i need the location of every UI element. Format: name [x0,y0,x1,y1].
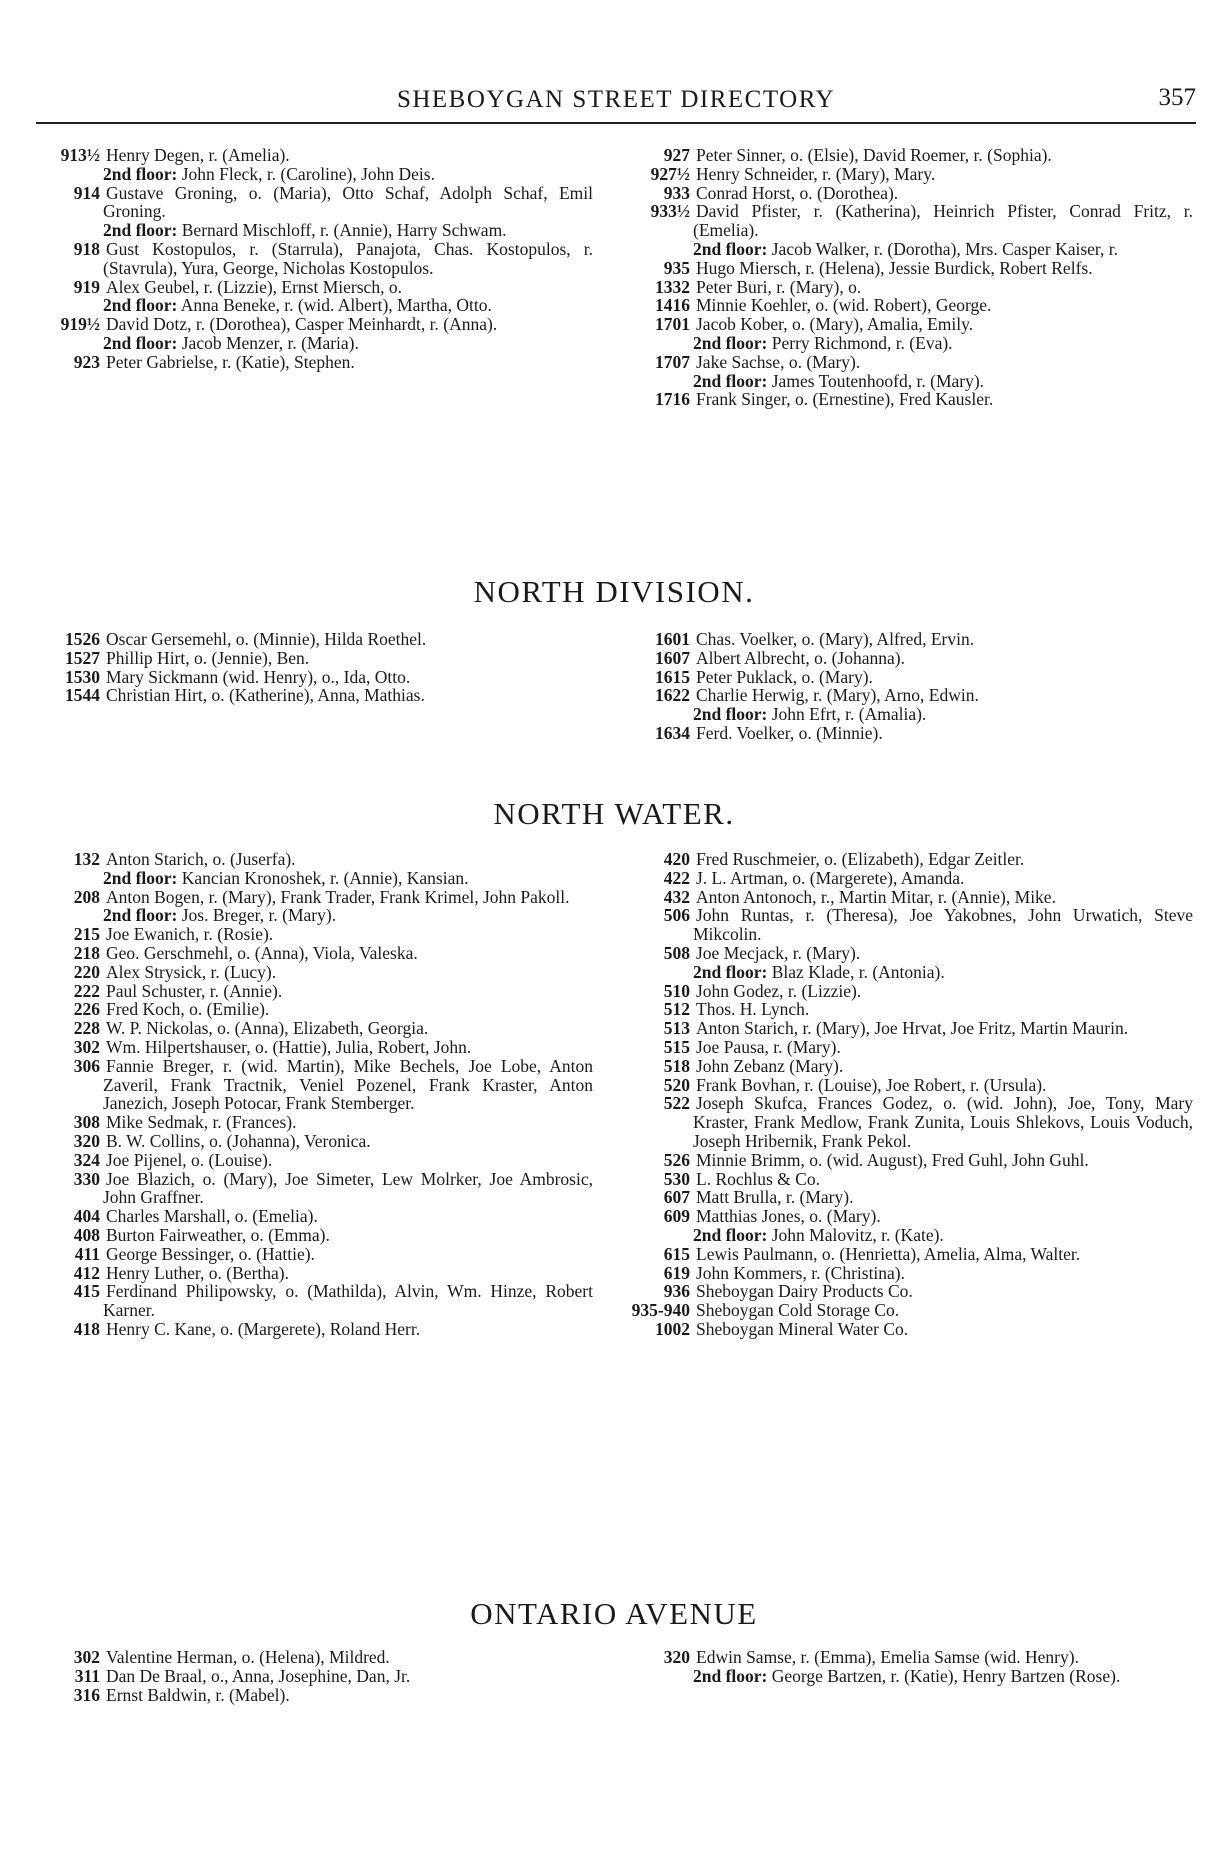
house-number: 302 [73,1036,100,1057]
resident-names: John Fleck, r. (Caroline), John Deis. [181,163,435,184]
directory-entry [628,165,1193,184]
directory-entry [38,982,593,1001]
floor-label: 2nd floor: [693,238,768,259]
resident-names: Alex Strysick, r. (Lucy). [106,961,277,982]
house-number: 927 [663,145,690,165]
resident-names: Minnie Brimm, o. (wid. August), Fred Guhl, John Guhl. [696,1149,1089,1170]
directory-entry [628,1170,1193,1189]
house-number: 1701 [655,314,690,335]
house-number: 918 [73,238,100,259]
house-number: 607 [663,1187,690,1208]
house-number: 420 [663,849,690,869]
directory-entry [38,850,593,869]
resident-names: Frank Singer, o. (Ernestine), Fred Kausler. [696,389,994,410]
directory-entry [628,202,1193,240]
resident-names: Joe Ewanich, r. (Rosie). [106,924,274,945]
resident-names: Frank Bovhan, r. (Louise), Joe Robert, r. (Ursula). [696,1074,1047,1095]
house-number: 1601 [655,629,690,649]
house-number: 936 [663,1281,690,1302]
directory-entry [628,1245,1193,1264]
directory-entry [628,649,1193,668]
north-water-right-column [628,850,1193,1339]
directory-entry [628,1301,1193,1320]
resident-names: John Kommers, r. (Christina). [696,1262,906,1283]
resident-names: Henry C. Kane, o. (Margerete), Roland Herr. [106,1318,421,1339]
resident-names: Jacob Kober, o. (Mary), Amalia, Emily. [696,314,974,335]
house-number: 320 [663,1647,690,1667]
directory-entry [38,1019,593,1038]
house-number: 615 [663,1243,690,1264]
resident-names: Christian Hirt, o. (Katherine), Anna, Mathias. [106,685,425,706]
directory-entry [38,1113,593,1132]
floor-label: 2nd floor: [103,905,178,926]
house-number: 412 [73,1262,100,1283]
house-number: 411 [74,1243,100,1264]
resident-names: Gust Kostopulos, r. (Starrula), Panajota, Chas. Kostopulos, r. (Stavrula), Yura, George, Nicholas Kostopulos. [103,238,593,278]
directory-entry [628,724,1193,743]
directory-entry [628,1151,1193,1170]
directory-entry [38,1000,593,1019]
directory-entry [628,1019,1193,1038]
second-floor-entry [38,296,593,315]
house-number: 619 [663,1262,690,1283]
house-number: 306 [73,1055,100,1076]
directory-entry [628,630,1193,649]
directory-entry [628,353,1193,372]
directory-entry [38,1282,593,1320]
directory-entry [628,869,1193,888]
floor-label: 2nd floor: [693,961,768,982]
house-number: 530 [663,1168,690,1189]
resident-names: Mike Sedmak, r. (Frances). [106,1112,297,1133]
floor-label: 2nd floor: [693,370,768,391]
house-number: 404 [73,1206,100,1227]
second-floor-entry [38,906,593,925]
directory-entry [38,1170,593,1208]
resident-names: Peter Sinner, o. (Elsie), David Roemer, r. (Sophia). [696,145,1052,165]
house-number: 215 [73,924,100,945]
resident-names: John Malovitz, r. (Kate). [771,1224,944,1245]
house-number: 302 [73,1647,100,1667]
resident-names: L. Rochlus & Co. [696,1168,820,1189]
resident-names: Wm. Hilpertshauser, o. (Hattie), Julia, Robert, John. [106,1036,472,1057]
directory-entry [628,686,1193,705]
directory-entry [38,1057,593,1113]
resident-names: B. W. Collins, o. (Johanna), Veronica. [106,1130,371,1151]
directory-entry [628,1264,1193,1283]
floor-label: 2nd floor: [103,332,178,353]
resident-names: Fannie Breger, r. (wid. Martin), Mike Bechels, Joe Lobe, Anton Zaveril, Frank Tractnik, Veniel Pozenel, Frank Kraster, Anton Janezich, Joseph Potocar, Frank Stemberger. [103,1055,593,1114]
house-number: 408 [73,1224,100,1245]
directory-entry [628,259,1193,278]
directory-entry [628,1188,1193,1207]
resident-names: Anton Starich, o. (Juserfa). [106,849,296,869]
house-number: 935 [663,257,690,278]
house-number: 1526 [65,629,100,649]
resident-names: David Pfister, r. (Katherina), Heinrich Pfister, Conrad Fritz, r. (Emelia). [693,201,1193,241]
resident-names: Paul Schuster, r. (Annie). [106,980,283,1001]
resident-names: Mary Sickmann (wid. Henry), o., Ida, Otto. [106,666,411,687]
resident-names: John Godez, r. (Lizzie). [696,980,862,1001]
directory-entry [38,1207,593,1226]
directory-entry [628,1038,1193,1057]
resident-names: Anton Starich, r. (Mary), Joe Hrvat, Joe Fritz, Martin Maurin. [696,1018,1129,1039]
directory-entry [38,240,593,278]
house-number: 919½ [60,314,100,335]
house-number: 1634 [655,722,690,743]
resident-names: Charles Marshall, o. (Emelia). [106,1206,318,1227]
directory-entry [38,146,593,165]
north-division-right-column [628,630,1193,743]
resident-names: Kancian Kronoshek, r. (Annie), Kansian. [181,867,469,888]
house-number: 1707 [655,351,690,372]
resident-names: Minnie Koehler, o. (wid. Robert), George. [696,295,992,316]
house-number: 222 [73,980,100,1001]
resident-names: Fred Koch, o. (Emilie). [106,999,270,1020]
resident-names: Jacob Menzer, r. (Maria). [181,332,359,353]
resident-names: Anton Antonoch, r., Martin Mitar, r. (Annie), Mike. [696,886,1056,907]
directory-entry [38,668,593,687]
house-number: 520 [663,1074,690,1095]
directory-entry [628,982,1193,1001]
house-number: 228 [73,1018,100,1039]
house-number: 1530 [65,666,100,687]
resident-names: Peter Gabrielse, r. (Katie), Stephen. [106,351,355,372]
floor-label: 2nd floor: [103,295,178,316]
directory-entry [628,1207,1193,1226]
north-water-left-column [38,850,593,1339]
directory-entry [628,944,1193,963]
house-number: 316 [73,1684,100,1705]
house-number: 513 [663,1018,690,1039]
directory-entry [38,686,593,705]
house-number: 422 [663,867,690,888]
second-floor-entry [38,221,593,240]
resident-names: George Bartzen, r. (Katie), Henry Bartzen (Rose). [771,1665,1121,1686]
resident-names: Henry Degen, r. (Amelia). [106,145,290,165]
directory-entry [38,1264,593,1283]
resident-names: Valentine Herman, o. (Helena), Mildred. [106,1647,390,1667]
running-title: SHEBOYGAN STREET DIRECTORY [396,86,836,113]
house-number: 1332 [655,276,690,297]
floor-label: 2nd floor: [693,1665,768,1686]
directory-entry [628,668,1193,687]
directory-entry [38,315,593,334]
directory-entry [38,888,593,907]
resident-names: Phillip Hirt, o. (Jennie), Ben. [106,647,310,668]
house-number: 220 [73,961,100,982]
floor-label: 2nd floor: [693,704,768,725]
second-floor-entry [38,334,593,353]
directory-entry [628,146,1193,165]
section-heading-north-water: NORTH WATER. [493,796,735,831]
house-number: 933 [663,182,690,203]
floor-label: 2nd floor: [693,332,768,353]
resident-names: Joe Mecjack, r. (Mary). [696,942,861,963]
house-number: 311 [74,1665,100,1686]
resident-names: Ernst Baldwin, r. (Mabel). [106,1684,290,1705]
floor-label: 2nd floor: [103,163,178,184]
directory-entry [38,630,593,649]
resident-names: Henry Schneider, r. (Mary), Mary. [696,163,936,184]
floor-label: 2nd floor: [103,220,178,241]
house-number: 208 [73,886,100,907]
directory-entry [38,944,593,963]
house-number: 418 [73,1318,100,1339]
directory-entry [38,1667,593,1686]
house-number: 919 [73,276,100,297]
house-number: 1615 [655,666,690,687]
resident-names: Conrad Horst, o. (Dorothea). [696,182,899,203]
directory-entry [628,278,1193,297]
section-heading-ontario-avenue: ONTARIO AVENUE [470,1596,758,1631]
house-number: 226 [73,999,100,1020]
house-number: 1716 [655,389,690,410]
resident-names: Anton Bogen, r. (Mary), Frank Trader, Frank Krimel, John Pakoll. [106,886,570,907]
resident-names: Matt Brulla, r. (Mary). [696,1187,854,1208]
house-number: 1622 [655,685,690,706]
house-number: 320 [73,1130,100,1151]
page-number: 357 [1158,84,1196,111]
resident-names: Jake Sachse, o. (Mary). [696,351,861,372]
floor-label: 2nd floor: [693,1224,768,1245]
resident-names: George Bessinger, o. (Hattie). [106,1243,315,1264]
directory-entry [628,888,1193,907]
directory-entry [38,1226,593,1245]
directory-entry [38,1132,593,1151]
resident-names: Gustave Groning, o. (Maria), Otto Schaf, Adolph Schaf, Emil Groning. [103,182,593,222]
directory-entry [38,925,593,944]
resident-names: Fred Ruschmeier, o. (Elizabeth), Edgar Zeitler. [696,849,1025,869]
directory-entry [38,649,593,668]
house-number: 415 [73,1281,100,1302]
directory-entry [628,850,1193,869]
second-floor-entry [628,705,1193,724]
resident-names: Chas. Voelker, o. (Mary), Alfred, Ervin. [696,629,975,649]
house-number: 1002 [655,1318,690,1339]
section-heading-north-division: NORTH DIVISION. [473,574,755,609]
house-number: 933½ [650,201,690,222]
resident-names: Ferdinand Philipowsky, o. (Mathilda), Alvin, Wm. Hinze, Robert Karner. [103,1281,593,1321]
top-left-column [38,146,593,372]
resident-names: John Runtas, r. (Theresa), Joe Yakobnes, John Urwatich, Steve Mikcolin. [693,905,1193,945]
directory-entry [628,1320,1193,1339]
directory-entry [628,315,1193,334]
second-floor-entry [628,963,1193,982]
house-number: 506 [663,905,690,926]
resident-names: John Zebanz (Mary). [696,1055,844,1076]
directory-entry [38,963,593,982]
house-number: 1607 [655,647,690,668]
house-number: 218 [73,942,100,963]
resident-names: Burton Fairweather, o. (Emma). [106,1224,330,1245]
resident-names: Blaz Klade, r. (Antonia). [771,961,945,982]
directory-entry [628,1000,1193,1019]
directory-entry [38,353,593,372]
directory-entry [628,1648,1193,1667]
resident-names: John Efrt, r. (Amalia). [771,704,927,725]
resident-names: Charlie Herwig, r. (Mary), Arno, Edwin. [696,685,979,706]
resident-names: Joe Pausa, r. (Mary). [696,1036,841,1057]
resident-names: Thos. H. Lynch. [696,999,810,1020]
resident-names: Joe Pijenel, o. (Louise). [106,1149,273,1170]
second-floor-entry [628,1667,1193,1686]
house-number: 913½ [60,145,100,165]
resident-names: Peter Buri, r. (Mary), o. [696,276,862,297]
house-number: 1416 [655,295,690,316]
resident-names: Jos. Breger, r. (Mary). [181,905,337,926]
resident-names: Jacob Walker, r. (Dorotha), Mrs. Casper Kaiser, r. [771,238,1119,259]
resident-names: Anna Beneke, r. (wid. Albert), Martha, Otto. [180,295,492,316]
house-number: 508 [663,942,690,963]
house-number: 923 [73,351,100,372]
resident-names: Henry Luther, o. (Bertha). [106,1262,289,1283]
house-number: 927½ [650,163,690,184]
resident-names: Perry Richmond, r. (Eva). [771,332,953,353]
directory-entry [38,1686,593,1705]
directory-entry [628,296,1193,315]
directory-entry [628,1282,1193,1301]
directory-entry [628,1057,1193,1076]
north-division-left-column [38,630,593,705]
resident-names: James Toutenhoofd, r. (Mary). [771,370,985,391]
resident-names: Joseph Skufca, Frances Godez, o. (wid. John), Joe, Tony, Mary Kraster, Frank Medlow, Frank Zunita, Louis Shlekovs, Louis Voduch, Joseph Hribernik, Frank Pekol. [693,1093,1193,1151]
directory-entry [38,1648,593,1667]
page-header [36,82,1196,124]
house-number: 324 [73,1149,100,1170]
house-number: 330 [73,1168,100,1189]
resident-names: Alex Geubel, r. (Lizzie), Ernst Miersch, o. [106,276,402,297]
second-floor-entry [38,165,593,184]
resident-names: Ferd. Voelker, o. (Minnie). [696,722,883,743]
directory-entry [628,390,1193,409]
floor-label: 2nd floor: [103,867,178,888]
directory-entry [38,1245,593,1264]
top-right-column [628,146,1193,409]
resident-names: Lewis Paulmann, o. (Henrietta), Amelia, Alma, Walter. [696,1243,1081,1264]
directory-entry [38,184,593,222]
house-number: 609 [663,1206,690,1227]
directory-entry [38,1151,593,1170]
house-number: 1527 [65,647,100,668]
house-number: 132 [73,849,100,869]
resident-names: Oscar Gersemehl, o. (Minnie), Hilda Roethel. [106,629,427,649]
second-floor-entry [628,334,1193,353]
resident-names: Geo. Gerschmehl, o. (Anna), Viola, Valeska. [106,942,418,963]
resident-names: Dan De Braal, o., Anna, Josephine, Dan, Jr. [106,1665,411,1686]
resident-names: W. P. Nickolas, o. (Anna), Elizabeth, Georgia. [106,1018,429,1039]
resident-names: Sheboygan Dairy Products Co. [696,1281,913,1302]
second-floor-entry [628,372,1193,391]
house-number: 518 [663,1055,690,1076]
house-number: 510 [663,980,690,1001]
house-number: 935-940 [631,1300,690,1321]
directory-entry [628,184,1193,203]
directory-entry [38,1038,593,1057]
house-number: 526 [663,1149,690,1170]
resident-names: Edwin Samse, r. (Emma), Emelia Samse (wid. Henry). [696,1647,1079,1667]
directory-entry [38,1320,593,1339]
directory-entry [628,1076,1193,1095]
house-number: 515 [663,1036,690,1057]
second-floor-entry [628,1226,1193,1245]
ontario-avenue-right-column [628,1648,1193,1686]
second-floor-entry [628,240,1193,259]
house-number: 1544 [65,685,100,706]
house-number: 522 [663,1093,690,1114]
directory-entry [38,278,593,297]
directory-entry [628,906,1193,944]
resident-names: Sheboygan Mineral Water Co. [696,1318,909,1339]
resident-names: Joe Blazich, o. (Mary), Joe Simeter, Lew Molrker, Joe Ambrosic, John Graffner. [103,1168,593,1208]
house-number: 512 [663,999,690,1020]
resident-names: Peter Puklack, o. (Mary). [696,666,873,687]
house-number: 432 [663,886,690,907]
resident-names: Matthias Jones, o. (Mary). [696,1206,881,1227]
house-number: 914 [73,182,100,203]
resident-names: Bernard Mischloff, r. (Annie), Harry Schwam. [181,220,507,241]
resident-names: Hugo Miersch, r. (Helena), Jessie Burdick, Robert Relfs. [696,257,1093,278]
resident-names: David Dotz, r. (Dorothea), Casper Meinhardt, r. (Anna). [106,314,498,335]
resident-names: Sheboygan Cold Storage Co. [696,1300,900,1321]
ontario-avenue-left-column [38,1648,593,1704]
house-number: 308 [73,1112,100,1133]
directory-entry [628,1094,1193,1150]
resident-names: J. L. Artman, o. (Margerete), Amanda. [696,867,965,888]
second-floor-entry [38,869,593,888]
resident-names: Albert Albrecht, o. (Johanna). [696,647,905,668]
